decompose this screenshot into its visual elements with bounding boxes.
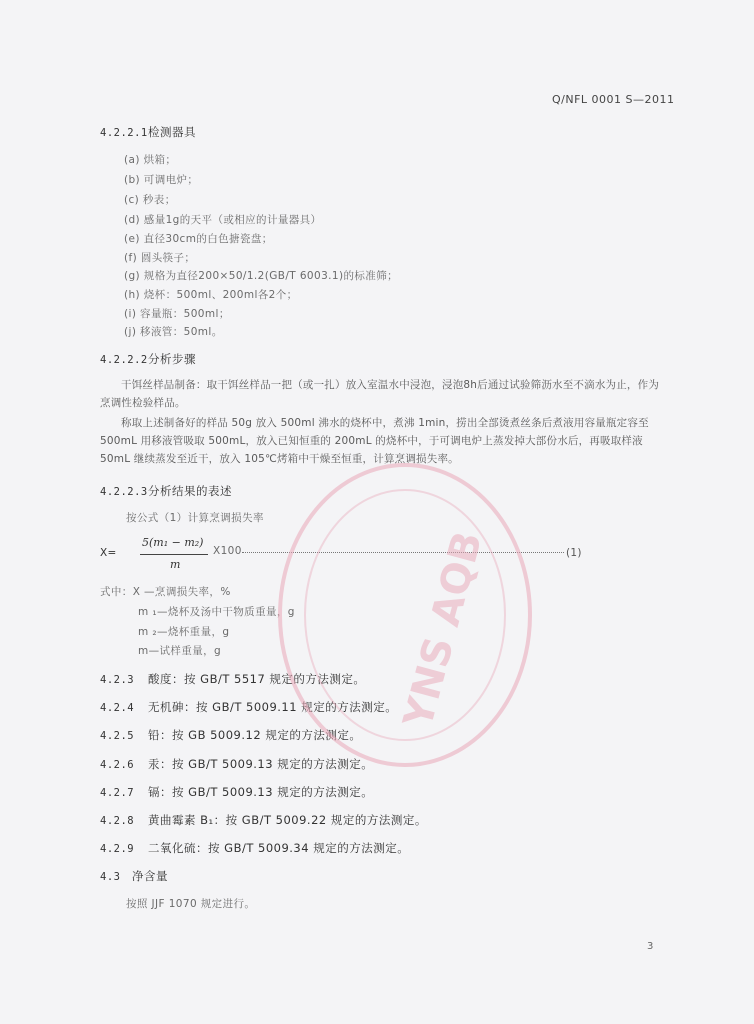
clause-text: 酸度：按 GB/T 5517 规定的方法测定。 bbox=[148, 672, 366, 686]
clause-4-2-5 bbox=[100, 727, 361, 743]
formula-lhs: X= bbox=[100, 547, 117, 559]
clause-number: 4.2.7 bbox=[100, 787, 135, 799]
equipment-item-b: (b) 可调电炉； bbox=[124, 174, 199, 186]
clause-4-2-7 bbox=[100, 784, 373, 800]
heading-number: 4.2.2.2 bbox=[100, 354, 148, 366]
legend-m: m—试样重量，g bbox=[138, 645, 222, 657]
heading-4-3 bbox=[100, 868, 168, 884]
fraction-bar bbox=[140, 554, 208, 555]
heading-4223 bbox=[100, 483, 232, 499]
standard-code: Q/NFL 0001 S—2011 bbox=[552, 93, 675, 106]
clause-number: 4.2.6 bbox=[100, 759, 135, 771]
equipment-item-j: (j) 移液管：50ml。 bbox=[124, 326, 223, 338]
clause-number: 4.2.9 bbox=[100, 843, 135, 855]
clause-4-2-6 bbox=[100, 756, 373, 772]
equipment-item-f: (f) 圆头筷子； bbox=[124, 252, 196, 264]
clause-text: 黄曲霉素 B₁：按 GB/T 5009.22 规定的方法测定。 bbox=[148, 813, 427, 827]
legend-x: 式中：X —烹调损失率，% bbox=[100, 586, 231, 598]
seal-stamp-icon bbox=[255, 440, 555, 800]
step-paragraph-2: 称取上述制备好的样品 50g 放入 500ml 沸水的烧杯中，煮沸 1min，捞出全部烫煮丝条后煮液用容量瓶定容至 500mL 用移液管吸取 500mL，放入已知恒重的 200mL 的烧杯中，于可调电炉上蒸发掉大部份水后，再吸取样液 50mL 继续蒸发至近干，放入 105℃烤箱中干燥至恒重，计算烹调损失率。 bbox=[100, 417, 649, 465]
formula-denominator: m bbox=[170, 558, 181, 571]
heading-title: 净含量 bbox=[132, 869, 168, 883]
legend-m1: m ₁—烧杯及汤中干物质重量，g bbox=[138, 606, 295, 618]
equation-number: (1) bbox=[566, 547, 582, 559]
formula-multiplier: X100 bbox=[213, 545, 242, 557]
heading-number: 4.2.2.1 bbox=[100, 127, 148, 139]
stamp-outer-ring bbox=[280, 465, 530, 765]
clause-4-2-4 bbox=[100, 699, 397, 715]
clause-4-2-9 bbox=[100, 840, 409, 856]
clause-4-2-3 bbox=[100, 671, 365, 687]
heading-title: 检测器具 bbox=[148, 125, 196, 139]
equipment-item-d: (d) 感量1g的天平（或相应的计量器具） bbox=[124, 214, 322, 226]
clause-number: 4.2.5 bbox=[100, 730, 135, 742]
heading-4222 bbox=[100, 351, 196, 367]
clause-4-2-8 bbox=[100, 812, 427, 828]
clause-text: 汞：按 GB/T 5009.13 规定的方法测定。 bbox=[148, 757, 374, 771]
heading-4221 bbox=[100, 124, 196, 140]
equipment-item-c: (c) 秒表； bbox=[124, 194, 176, 206]
heading-title: 分析结果的表述 bbox=[148, 484, 232, 498]
net-content-text: 按照 JJF 1070 规定进行。 bbox=[126, 898, 256, 910]
equipment-item-a: (a) 烘箱； bbox=[124, 154, 177, 166]
stamp-text: YNS AQB bbox=[395, 526, 492, 733]
formula-intro: 按公式（1）计算烹调损失率 bbox=[126, 512, 264, 524]
page-number: 3 bbox=[647, 941, 654, 952]
clause-text: 二氧化硫：按 GB/T 5009.34 规定的方法测定。 bbox=[148, 841, 410, 855]
equipment-item-h: (h) 烧杯：500ml、200ml各2个； bbox=[124, 289, 298, 301]
heading-number: 4.2.2.3 bbox=[100, 486, 148, 498]
step-paragraph-1: 干饵丝样品制备：取干饵丝样品一把（或一扎）放入室温水中浸泡，浸泡8h后通过试验筛沥水至不滴水为止，作为烹调性检验样品。 bbox=[100, 379, 660, 409]
clause-text: 镉：按 GB/T 5009.13 规定的方法测定。 bbox=[148, 785, 374, 799]
heading-number: 4.3 bbox=[100, 871, 121, 883]
clause-number: 4.2.4 bbox=[100, 702, 135, 714]
clause-number: 4.2.3 bbox=[100, 674, 135, 686]
legend-m2: m ₂—烧杯重量，g bbox=[138, 626, 230, 638]
dotted-leader bbox=[242, 552, 564, 553]
formula-numerator: 5(m₁ − m₂) bbox=[142, 536, 204, 549]
equipment-item-g: (g) 规格为直径200×50/1.2(GB/T 6003.1)的标准筛； bbox=[124, 270, 398, 282]
equipment-item-e: (e) 直径30cm的白色搪瓷盘； bbox=[124, 233, 273, 245]
clause-text: 无机砷：按 GB/T 5009.11 规定的方法测定。 bbox=[148, 700, 398, 714]
equipment-item-i: (i) 容量瓶：500ml； bbox=[124, 308, 230, 320]
clause-text: 铅：按 GB 5009.12 规定的方法测定。 bbox=[148, 728, 362, 742]
clause-number: 4.2.8 bbox=[100, 815, 135, 827]
heading-title: 分析步骤 bbox=[148, 352, 196, 366]
